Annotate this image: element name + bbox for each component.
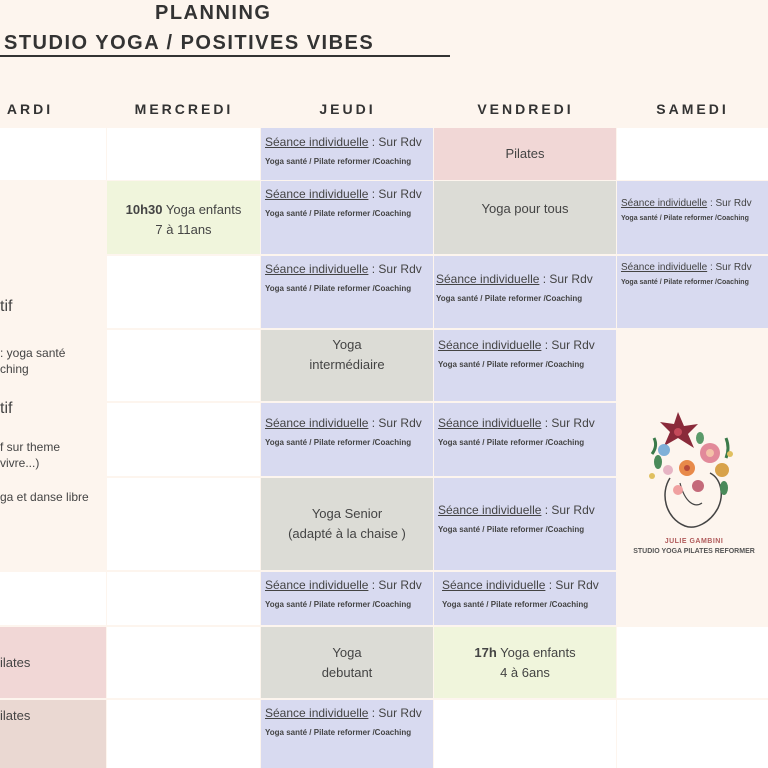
seance-detail: Yoga santé / Pilate reformer /Coaching <box>438 438 585 447</box>
seance-suffix: : Sur Rdv <box>368 578 422 592</box>
seance-detail: Yoga santé / Pilate reformer /Coaching <box>438 360 585 369</box>
jeudi-yoga-intermediaire <box>261 330 433 401</box>
seance-suffix: : Sur Rdv <box>707 262 752 273</box>
seance-detail: Yoga santé / Pilate reformer /Coaching <box>265 728 412 737</box>
mercredi-slot-7 <box>107 572 260 625</box>
samedi-slot-9 <box>617 700 768 768</box>
seance-title: Séance individuelle <box>436 272 540 286</box>
jeudi-yoga-debutant <box>261 627 433 698</box>
day-mardi: ARDI <box>6 101 54 117</box>
seance-detail: Yoga santé / Pilate reformer /Coaching <box>265 438 412 447</box>
seance-suffix: : Sur Rdv <box>368 706 422 720</box>
seance-detail: Yoga santé / Pilate reformer /Coaching <box>621 215 749 222</box>
mardi-pilates-1 <box>0 627 106 698</box>
seance-detail: Yoga santé / Pilate reformer /Coaching <box>436 294 583 303</box>
vendredi-yoga-pour-tous-label: Yoga pour tous <box>481 201 569 216</box>
seance-suffix: : Sur Rdv <box>539 272 593 286</box>
seance-title: Séance individuelle <box>442 578 546 592</box>
vendredi-yoga-enfants-age: 4 à 6ans <box>500 664 550 680</box>
page-subtitle: STUDIO YOGA / POSITIVES VIBES <box>0 32 450 57</box>
jeudi-seance-6 <box>261 700 433 768</box>
mercredi-slot-9 <box>107 700 260 768</box>
day-vendredi: VENDREDI <box>477 101 574 117</box>
vendredi-pilates <box>434 128 616 180</box>
seance-suffix: : Sur Rdv <box>707 198 752 209</box>
vendredi-yoga-enfants <box>434 627 616 698</box>
seance-detail: Yoga santé / Pilate reformer /Coaching <box>265 600 412 609</box>
vendredi-seance-5 <box>434 572 616 625</box>
mercredi-slot-1 <box>107 128 260 180</box>
mardi-text-6: vivre...) <box>0 456 40 470</box>
mardi-text-2: : yoga santé <box>0 346 66 360</box>
vendredi-seance-1 <box>434 256 616 328</box>
seance-title: Séance individuelle <box>265 416 369 430</box>
seance-title: Séance individuelle <box>621 198 708 209</box>
mardi-text-3: ching <box>0 362 29 376</box>
samedi-seance-2 <box>617 256 768 328</box>
seance-suffix: : Sur Rdv <box>545 578 599 592</box>
seance-detail: Yoga santé / Pilate reformer /Coaching <box>442 600 589 609</box>
mardi-slot-empty <box>0 572 106 625</box>
vendredi-slot-empty <box>434 700 616 768</box>
seance-title: Séance individuelle <box>265 135 369 149</box>
jeudi-senior-line1: Yoga Senior <box>311 506 383 521</box>
mercredi-yoga-enfants-label: Yoga enfants <box>162 202 242 217</box>
jeudi-seance-2 <box>261 181 433 254</box>
day-mercredi: MERCREDI <box>134 101 234 117</box>
mardi-text-7: ga et danse libre <box>0 490 89 504</box>
seance-suffix: : Sur Rdv <box>368 135 422 149</box>
jeudi-senior-line2: (adapté à la chaise ) <box>288 526 406 541</box>
seance-title: Séance individuelle <box>265 578 369 592</box>
seance-suffix: : Sur Rdv <box>368 262 422 276</box>
seance-title: Séance individuelle <box>265 706 369 720</box>
seance-title: Séance individuelle <box>265 187 369 201</box>
seance-detail: Yoga santé / Pilate reformer /Coaching <box>265 209 412 218</box>
vendredi-seance-4 <box>434 478 616 570</box>
seance-title: Séance individuelle <box>438 503 542 517</box>
jeudi-debutant-line1: Yoga <box>332 644 362 660</box>
vendredi-seance-3 <box>434 403 616 476</box>
seance-detail: Yoga santé / Pilate reformer /Coaching <box>265 157 412 166</box>
jeudi-debutant-line2: debutant <box>321 664 373 680</box>
mardi-text-5: f sur theme <box>0 440 61 454</box>
mardi-text-4: tif <box>0 400 13 417</box>
day-jeudi: JEUDI <box>319 101 376 117</box>
jeudi-seance-1 <box>261 128 433 180</box>
seance-suffix: : Sur Rdv <box>541 338 595 352</box>
mercredi-slot-4 <box>107 330 260 401</box>
vendredi-yoga-enfants-time: 17h <box>474 644 497 660</box>
seance-detail: Yoga santé / Pilate reformer /Coaching <box>438 525 585 534</box>
seance-suffix: : Sur Rdv <box>368 416 422 430</box>
day-samedi: SAMEDI <box>656 101 729 117</box>
samedi-slot-8 <box>617 627 768 698</box>
jeudi-yoga-senior <box>261 478 433 570</box>
jeudi-intermediaire-line2: intermédiaire <box>309 357 385 372</box>
samedi-slot-1 <box>617 128 768 180</box>
mercredi-slot-5 <box>107 403 260 476</box>
vendredi-seance-2 <box>434 330 616 401</box>
seance-suffix: : Sur Rdv <box>541 416 595 430</box>
seance-suffix: : Sur Rdv <box>541 503 595 517</box>
mardi-pilates-1-label: ilates <box>0 655 31 670</box>
logo-studio: STUDIO YOGA PILATES REFORMER <box>633 548 755 555</box>
mercredi-slot-8 <box>107 627 260 698</box>
mercredi-yoga-enfants-time: 10h30 <box>125 202 163 217</box>
seance-title: Séance individuelle <box>265 262 369 276</box>
vendredi-pilates-label: Pilates <box>505 146 545 161</box>
seance-title: Séance individuelle <box>621 262 708 273</box>
logo-name: JULIE GAMBINI <box>664 538 724 545</box>
seance-detail: Yoga santé / Pilate reformer /Coaching <box>265 284 412 293</box>
mardi-pilates-2-label: ilates <box>0 708 31 723</box>
seance-suffix: : Sur Rdv <box>368 187 422 201</box>
vendredi-yoga-enfants-label: Yoga enfants <box>496 644 576 660</box>
jeudi-seance-5 <box>261 572 433 625</box>
seance-title: Séance individuelle <box>438 338 542 352</box>
mercredi-slot-6 <box>107 478 260 570</box>
jeudi-seance-4 <box>261 403 433 476</box>
jeudi-intermediaire-line1: Yoga <box>332 337 362 352</box>
page-title: PLANNING <box>155 2 272 24</box>
seance-title: Séance individuelle <box>438 416 542 430</box>
mardi-text-1: tif <box>0 298 13 315</box>
mercredi-yoga-enfants <box>107 181 260 254</box>
samedi-seance-1 <box>617 181 768 254</box>
seance-detail: Yoga santé / Pilate reformer /Coaching <box>621 279 749 286</box>
mercredi-yoga-enfants-age: 7 à 11ans <box>155 222 212 237</box>
flower-heart-logo-icon <box>640 408 740 538</box>
mercredi-slot-3 <box>107 256 260 328</box>
mardi-pilates-2 <box>0 700 106 768</box>
vendredi-yoga-pour-tous <box>434 181 616 254</box>
mardi-slot-1 <box>0 128 106 180</box>
jeudi-seance-3 <box>261 256 433 328</box>
